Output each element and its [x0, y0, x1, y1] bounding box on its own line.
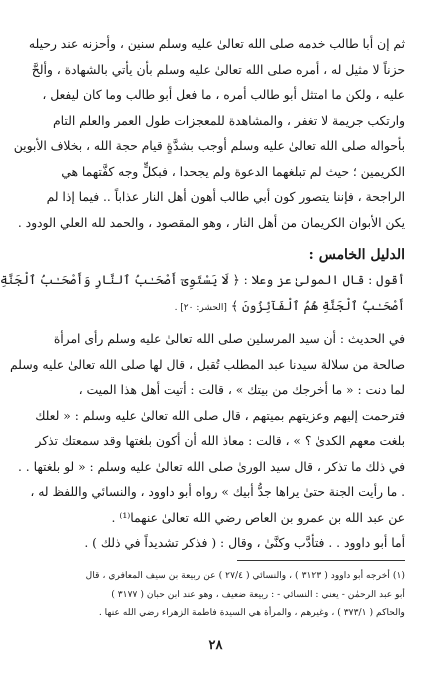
section-heading: الدليل الخامس : [308, 247, 405, 263]
footnote-divider [237, 560, 405, 561]
footnote-line: والحاكم ( ٣٧٣/١ ) ، وغيرهم ، والمرأة هي السيدة فاطمة الزهراء رضي الله عنها . [98, 607, 405, 618]
paragraph-intro [13, 32, 405, 236]
text-line: أقول : قال المولىٰ عز وعلا : ﴿ لَا يَسْتَوِىٓ أَصْحَـٰبُ ٱلنَّارِ وَأَصْحَـٰبُ ٱلْجَنَّةِ [0, 273, 405, 287]
text-line: في الحديث : أن سيد المرسلين صلى الله تعالىٰ عليه وسلم رأى امرأة [53, 332, 405, 346]
text-line: لما دنت : « ما أخرجك من بيتك » ، قالت : أتيت أهل هذا الميت ، [78, 383, 405, 397]
text-line: بلغت معهم الكدىٰ ؟ » ، قالت : معاذ الله أن أكون بلغتها وقد سمعتك تذكر [35, 434, 405, 448]
text-line: صالحة من سلالة سيدنا عبد المطلب تُقبل ، قال لها صلى الله تعالىٰ عليه وسلم [9, 357, 405, 372]
paragraph-quran-verse [0, 268, 405, 321]
text-line: فترحمت إليهم وعزيتهم بميتهم ، قال صلى الله تعالىٰ عليه وسلم : « لعلك [35, 408, 405, 423]
text-line: عن عبد الله بن عمرو بن العاص رضي الله تعالىٰ عنهما⁽¹⁾ . [111, 510, 405, 525]
text-line: عليه ، ولكن ما امتثل أبو طالب أمره ، ما فعل أبو طالب وما كان ليفعل ، [42, 88, 405, 102]
page-number: ٢٨ [208, 638, 223, 653]
text-line: . ما رأيت الجنة حتىٰ يراها جدُّ أبيك » رواه أبو داوود ، والنسائي واللفظ له ، [30, 485, 405, 499]
paragraph-closing [42, 531, 405, 557]
text-line: في ذلك ما تذكر ، قال سيد الورىٰ صلى الله تعالىٰ عليه وسلم : « لو بلغتها . . [17, 459, 405, 474]
text-line: الكريمين ؛ حيث لم تبلغهما الدعوة ولم يجحدا ، فبكلٍّ وجه كفَّتهما هي [61, 164, 405, 179]
text-line: وارتكب جريمة لا تغفر ، والمشاهدة للمعجزات طول العمر والعلم التام [53, 113, 405, 128]
text-line: حزناً لا مثيل له ، أمره صلى الله تعالىٰ عليه وسلم بأن يأتي بالشهادة ، وألحَّ [31, 62, 405, 77]
footnotes [38, 567, 405, 623]
text-line [42, 294, 405, 322]
paragraph-hadith [9, 327, 405, 531]
text-line: الراجحة ، فإننا يتصور كون أبي طالب أهون أهل النار عذاباً .. فيما إذا لم [46, 190, 405, 204]
text-line: يكن الأبوان الكريمان من أهل النار ، وهو المقصود ، والحمد لله العلي الودود . [17, 215, 405, 230]
footnote-line: أبو عبد الرحمٰن - يعني : النسائي - : ربيعة ضعيف ، وهو عند ابن حبان ( ٣١٧٧ ) [111, 588, 405, 600]
text-line: ثم إن أبا طالب خدمه صلى الله تعالىٰ عليه وسلم سنين ، وأحزنه عند رحيله [28, 37, 405, 51]
verse-text: أَصْحَـٰبُ ٱلْجَنَّةِ هُمُ ٱلْفَآئِزُونَ ﴾ [230, 298, 405, 313]
text-line: أما أبو داوود . . فتأدَّب وكنَّىٰ ، وقال : ( فذكر تشديداً في ذلك ) . [84, 536, 405, 550]
text-line: بأحواله صلى الله تعالىٰ عليه وسلم أوجب بشدَّةٍ قيام حجة الله ، بخلاف الأبوين [13, 139, 405, 153]
verse-reference: [الحشر: ٢٠] . [174, 302, 227, 313]
footnote-line: (١) أخرجه أبو داوود ( ٣١٢٣ ) ، والنسائي ( ٢٧/٤ ) عن ربيعة بن سيف المعافري ، قال [85, 570, 405, 581]
main-text-block [0, 32, 405, 557]
